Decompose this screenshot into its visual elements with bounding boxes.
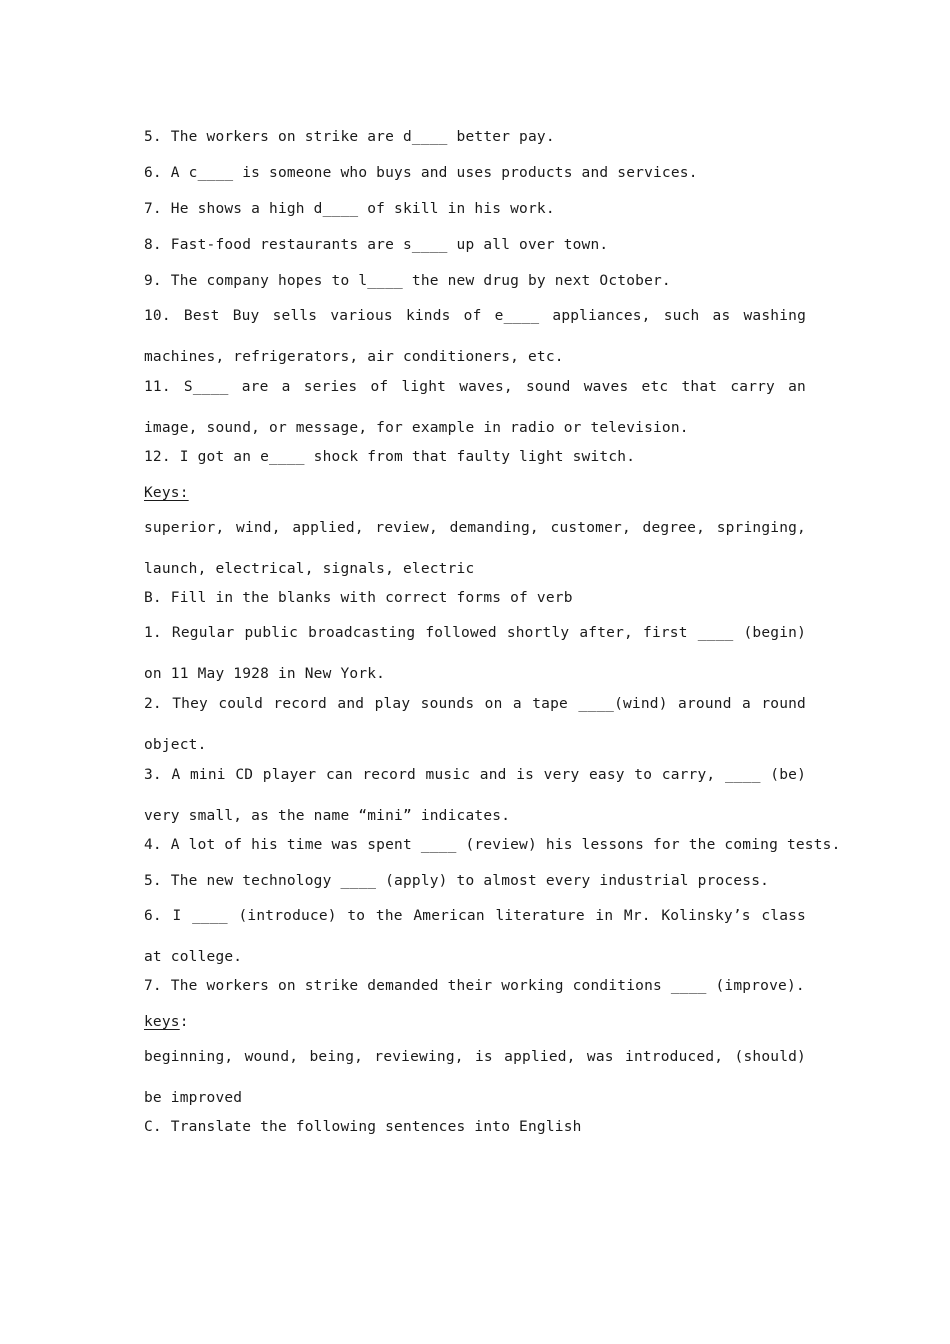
exercise-a-item-9: 9. The company hopes to l____ the new drug by next October.: [144, 273, 671, 289]
exercise-b-item-4: 4. A lot of his time was spent ____ (review) his lessons for the coming tests.: [144, 837, 841, 853]
keys-label-a: Keys:: [144, 485, 189, 501]
exercise-a-item-8: 8. Fast-food restaurants are s____ up all over town.: [144, 237, 609, 253]
document-page: [144, 122, 841, 1148]
exercise-b-item-7: 7. The workers on strike demanded their working conditions ____ (improve).: [144, 978, 805, 994]
exercise-b-item-5: 5. The new technology ____ (apply) to almost every industrial process.: [144, 873, 770, 889]
exercise-a-item-6: 6. A c____ is someone who buys and uses products and services.: [144, 165, 698, 181]
keys-label-b-colon: :: [179, 1014, 189, 1030]
exercise-b-item-2: 2. They could record and play sounds on a tape ____(wind) around a round object.: [144, 696, 806, 753]
exercise-b-item-1: 1. Regular public broadcasting followed shortly after, first ____ (begin) on 11 May 1928 in New York.: [144, 625, 806, 682]
keys-label-b: keys: [144, 1014, 180, 1030]
exercise-b-heading: B. Fill in the blanks with correct forms of verb: [144, 590, 573, 606]
exercise-b-item-6: 6. I ____ (introduce) to the American literature in Mr. Kolinsky’s class at college.: [144, 908, 806, 965]
exercise-a-item-11: 11. S____ are a series of light waves, sound waves etc that carry an image, sound, or message, for example in radio or television.: [144, 379, 806, 436]
exercise-a-keys: superior, wind, applied, review, demanding, customer, degree, springing, launch, electrical, signals, electric: [144, 520, 806, 577]
exercise-b-item-3: 3. A mini CD player can record music and is very easy to carry, ____ (be) very small, as the name “mini” indicates.: [144, 767, 806, 824]
exercise-c-heading: C. Translate the following sentences into English: [144, 1119, 582, 1135]
exercise-a-item-10: 10. Best Buy sells various kinds of e____ appliances, such as washing machines, refrigerators, air conditioners, etc.: [144, 308, 806, 365]
exercise-b-keys: beginning, wound, being, reviewing, is applied, was introduced, (should) be improved: [144, 1049, 806, 1106]
exercise-a-item-5: 5. The workers on strike are d____ better pay.: [144, 129, 555, 145]
exercise-a-item-12: 12. I got an e____ shock from that faulty light switch.: [144, 449, 636, 465]
exercise-a-item-7: 7. He shows a high d____ of skill in his work.: [144, 201, 555, 217]
